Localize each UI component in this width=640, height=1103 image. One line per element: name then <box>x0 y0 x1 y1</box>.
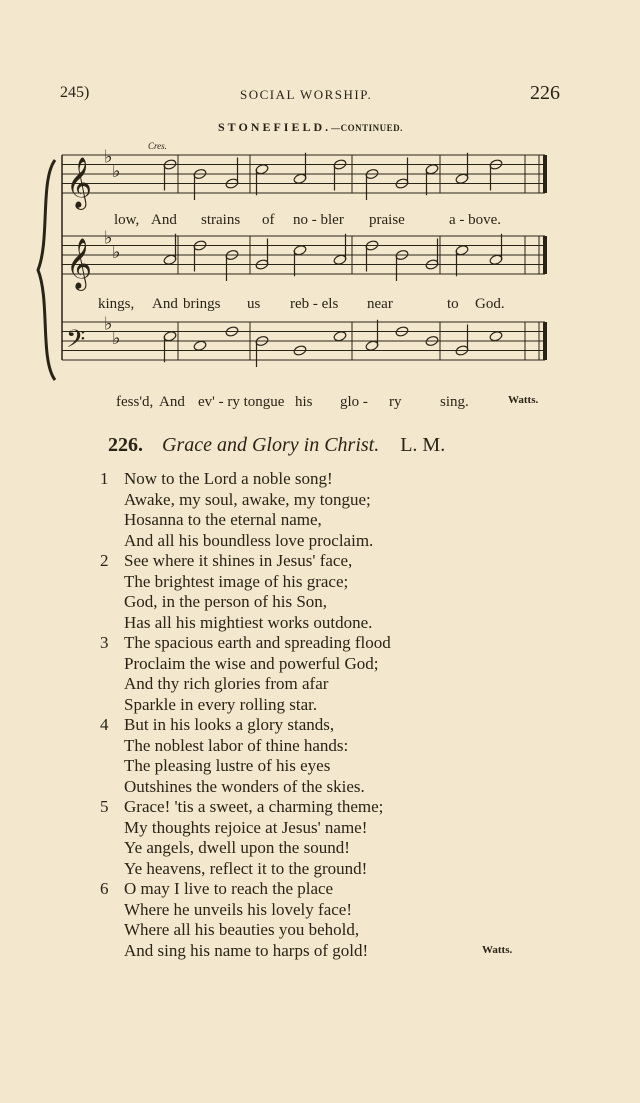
music-score <box>0 0 640 420</box>
tune-lyric-syllable: strains <box>201 212 241 228</box>
stanza-line <box>100 777 520 798</box>
stanza-line-text: Proclaim the wise and powerful God; <box>124 653 379 673</box>
tune-lyric-syllable: no - bler <box>293 212 344 228</box>
tune-lyric-syllable: glo - <box>340 394 368 410</box>
stanza-line-text: Now to the Lord a noble song! <box>124 469 333 488</box>
hymn-stanza <box>100 715 520 797</box>
stanza-line <box>100 941 520 962</box>
stanza-line <box>100 633 520 654</box>
stanza-line <box>100 715 520 736</box>
hymn-stanza <box>100 469 520 551</box>
stanza-line <box>100 510 520 531</box>
tune-lyric-syllable: his <box>295 394 313 410</box>
stanza-line <box>100 879 520 900</box>
previous-page-reference: 245) <box>60 84 90 101</box>
stanza-line <box>100 797 520 818</box>
tune-lyric-syllable: to <box>447 296 459 312</box>
tune-lyric-syllable: And <box>151 212 177 228</box>
system-brace <box>38 160 55 380</box>
tune-continued-label: —CONTINUED. <box>331 123 403 133</box>
hymn-title: Grace and Glory in Christ. <box>162 434 380 456</box>
stanza-line-text: Grace! 'tis a sweet, a charming theme; <box>124 797 384 816</box>
stanza-number: 4 <box>100 715 109 734</box>
page-number: 226 <box>530 82 560 104</box>
note-head <box>489 330 503 342</box>
stanza-line-text: But in his looks a glory stands, <box>124 715 335 734</box>
tune-lyric-syllable: praise <box>369 212 405 228</box>
tune-lyric-syllable: us <box>247 296 261 312</box>
stanza-line <box>100 695 520 716</box>
hymn-stanza <box>100 633 520 715</box>
tune-lyric-syllable: kings, <box>98 296 135 312</box>
flat-icon: ♭ <box>112 160 121 182</box>
flat-icon: ♭ <box>104 227 113 249</box>
hymn-stanza <box>100 797 520 879</box>
stanza-line-text: The noblest labor of thine hands: <box>124 735 349 755</box>
stanza-line <box>100 551 520 572</box>
stanza-line-text: Hosanna to the eternal name, <box>124 510 322 529</box>
stanza-line-text: Where all his beauties you behold, <box>124 920 360 939</box>
tune-lyric-syllable: And <box>152 296 178 312</box>
stanza-line <box>100 859 520 880</box>
stanza-line <box>100 531 520 552</box>
tune-name: STONEFIELD. <box>218 120 332 134</box>
tune-lyric-syllable: sing. <box>440 394 469 410</box>
stanza-line-text: And all his boundless love proclaim. <box>124 530 374 550</box>
stanza-line-text: Ye angels, dwell upon the sound! <box>124 838 350 857</box>
flat-icon: ♭ <box>112 241 121 263</box>
tune-lyric-syllable: ev' - ry tongue <box>198 394 285 410</box>
stanza-line-text: The brightest image of his grace; <box>124 571 349 591</box>
stanza-line-text: The pleasing lustre of his eyes <box>124 756 331 775</box>
stanza-line <box>100 572 520 593</box>
stanza-line-text: My thoughts rejoice at Jesus' name! <box>124 817 368 837</box>
crescendo-marking: Cres. <box>148 141 167 151</box>
stanza-number: 5 <box>100 797 109 816</box>
hymn-meter: L. M. <box>400 434 446 456</box>
stanza-line-text: See where it shines in Jesus' face, <box>124 551 353 570</box>
stanza-line <box>100 756 520 777</box>
stanza-line <box>100 490 520 511</box>
tune-lyric-syllable: And <box>159 394 185 410</box>
flat-icon: ♭ <box>104 313 113 335</box>
stanza-line-text: O may I live to reach the place <box>124 879 334 898</box>
stanza-line-text: Has all his mightiest works outdone. <box>124 612 373 632</box>
note-head <box>333 330 347 342</box>
stanza-line <box>100 736 520 757</box>
tune-lyric-syllable: reb - els <box>290 296 339 312</box>
stanza-line-text: Outshines the wonders of the skies. <box>124 776 365 796</box>
stanza-line-text: Awake, my soul, awake, my tongue; <box>124 489 371 509</box>
tune-lyric-syllable: ry <box>389 394 402 410</box>
tune-lyric-syllable: low, <box>114 212 140 228</box>
stanza-line-text: And sing his name to harps of gold! <box>124 940 369 960</box>
stanza-line-text: The spacious earth and spreading flood <box>124 633 391 652</box>
stanza-line-text: And thy rich glories from afar <box>124 674 329 693</box>
stanza-number: 6 <box>100 879 109 898</box>
stanza-line <box>100 613 520 634</box>
stanza-line <box>100 920 520 941</box>
bass-clef-icon: 𝄢 <box>66 325 86 360</box>
stanza-line <box>100 900 520 921</box>
tune-lyric-syllable: brings <box>183 296 221 312</box>
stanza-line <box>100 654 520 675</box>
stanza-number: 2 <box>100 551 109 570</box>
flat-icon: ♭ <box>104 146 113 168</box>
treble-clef-icon: 𝄞 <box>66 157 93 208</box>
tune-attribution: Watts. <box>508 394 539 406</box>
tune-lyric-syllable: of <box>262 212 275 228</box>
tune-lyric-syllable: God. <box>475 296 505 312</box>
running-title: SOCIAL WORSHIP. <box>240 87 373 102</box>
note-head <box>193 340 207 352</box>
stanza-number: 1 <box>100 469 109 488</box>
stanza-line <box>100 818 520 839</box>
hymn-stanza <box>100 551 520 633</box>
stanza-line <box>100 592 520 613</box>
hymn-stanza <box>100 879 520 961</box>
stanza-line-text: Where he unveils his lovely face! <box>124 899 352 919</box>
tune-lyric-syllable: a - bove. <box>449 212 502 228</box>
stanza-line <box>100 674 520 695</box>
flat-icon: ♭ <box>112 327 121 349</box>
stanza-line-text: Sparkle in every rolling star. <box>124 694 318 714</box>
stanza-line-text: Ye heavens, reflect it to the ground! <box>124 858 368 878</box>
treble-clef-icon: 𝄞 <box>66 238 93 289</box>
stanza-number: 3 <box>100 633 109 652</box>
hymn-number: 226. <box>108 434 143 456</box>
stanza-line <box>100 469 520 490</box>
tune-lyric-syllable: fess'd, <box>116 394 154 410</box>
stanza-line-text: God, in the person of his Son, <box>124 592 328 611</box>
tune-lyric-syllable: near <box>367 296 393 312</box>
hymn-attribution: Watts. <box>482 944 513 956</box>
hymn-heading <box>108 434 445 457</box>
stanza-line <box>100 838 520 859</box>
